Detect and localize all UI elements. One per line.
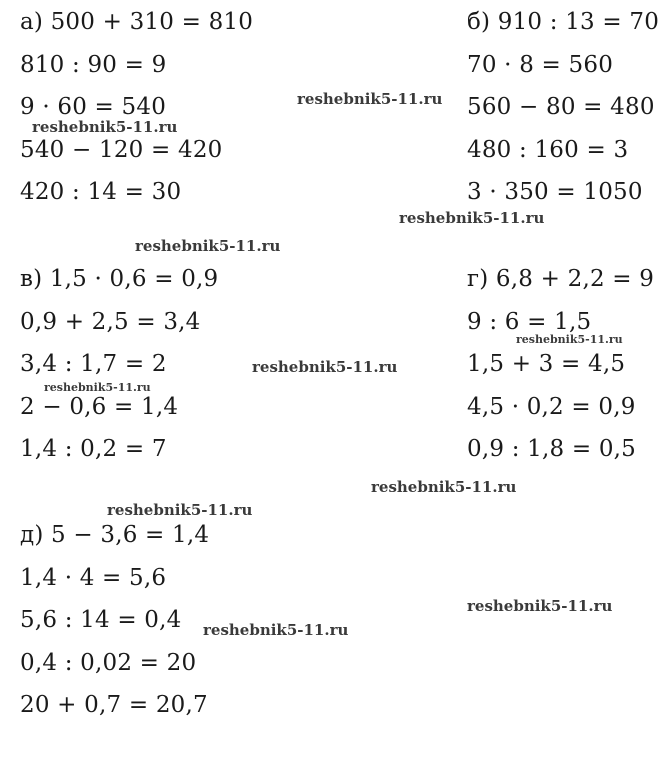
eq-v-2: 0,9 + 2,5 = 3,4 [20, 309, 201, 335]
watermark: reshebnik5-11.ru [203, 621, 349, 639]
watermark: reshebnik5-11.ru [371, 478, 517, 496]
eq-g-3: 1,5 + 3 = 4,5 [467, 351, 626, 377]
watermark: reshebnik5-11.ru [297, 90, 443, 108]
eq-d-5: 20 + 0,7 = 20,7 [20, 692, 208, 718]
eq-v-5: 1,4 : 0,2 = 7 [20, 436, 167, 462]
eq-b-3: 560 − 80 = 480 [467, 94, 655, 120]
eq-g-2: 9 : 6 = 1,5 [467, 309, 592, 335]
watermark: reshebnik5-11.ru [32, 118, 178, 136]
watermark: reshebnik5-11.ru [467, 597, 613, 615]
eq-d-1: д) 5 − 3,6 = 1,4 [20, 522, 210, 548]
eq-b-5: 3 · 350 = 1050 [467, 179, 643, 205]
eq-d-3: 5,6 : 14 = 0,4 [20, 607, 182, 633]
eq-d-2: 1,4 · 4 = 5,6 [20, 565, 167, 591]
eq-g-1: г) 6,8 + 2,2 = 9 [467, 266, 655, 292]
eq-b-4: 480 : 160 = 3 [467, 137, 629, 163]
watermark: reshebnik5-11.ru [135, 237, 281, 255]
watermark: reshebnik5-11.ru [107, 501, 253, 519]
watermark: reshebnik5-11.ru [44, 381, 151, 394]
eq-d-4: 0,4 : 0,02 = 20 [20, 650, 197, 676]
eq-a-1: а) 500 + 310 = 810 [20, 9, 254, 35]
eq-b-1: б) 910 : 13 = 70 [467, 9, 660, 35]
eq-a-5: 420 : 14 = 30 [20, 179, 182, 205]
eq-v-1: в) 1,5 · 0,6 = 0,9 [20, 266, 219, 292]
eq-a-3: 9 · 60 = 540 [20, 94, 167, 120]
eq-v-3: 3,4 : 1,7 = 2 [20, 351, 167, 377]
eq-g-5: 0,9 : 1,8 = 0,5 [467, 436, 636, 462]
eq-v-4: 2 − 0,6 = 1,4 [20, 394, 179, 420]
eq-b-2: 70 · 8 = 560 [467, 52, 614, 78]
watermark: reshebnik5-11.ru [516, 333, 623, 346]
watermark: reshebnik5-11.ru [399, 209, 545, 227]
eq-a-2: 810 : 90 = 9 [20, 52, 167, 78]
watermark: reshebnik5-11.ru [252, 358, 398, 376]
eq-a-4: 540 − 120 = 420 [20, 137, 223, 163]
eq-g-4: 4,5 · 0,2 = 0,9 [467, 394, 636, 420]
